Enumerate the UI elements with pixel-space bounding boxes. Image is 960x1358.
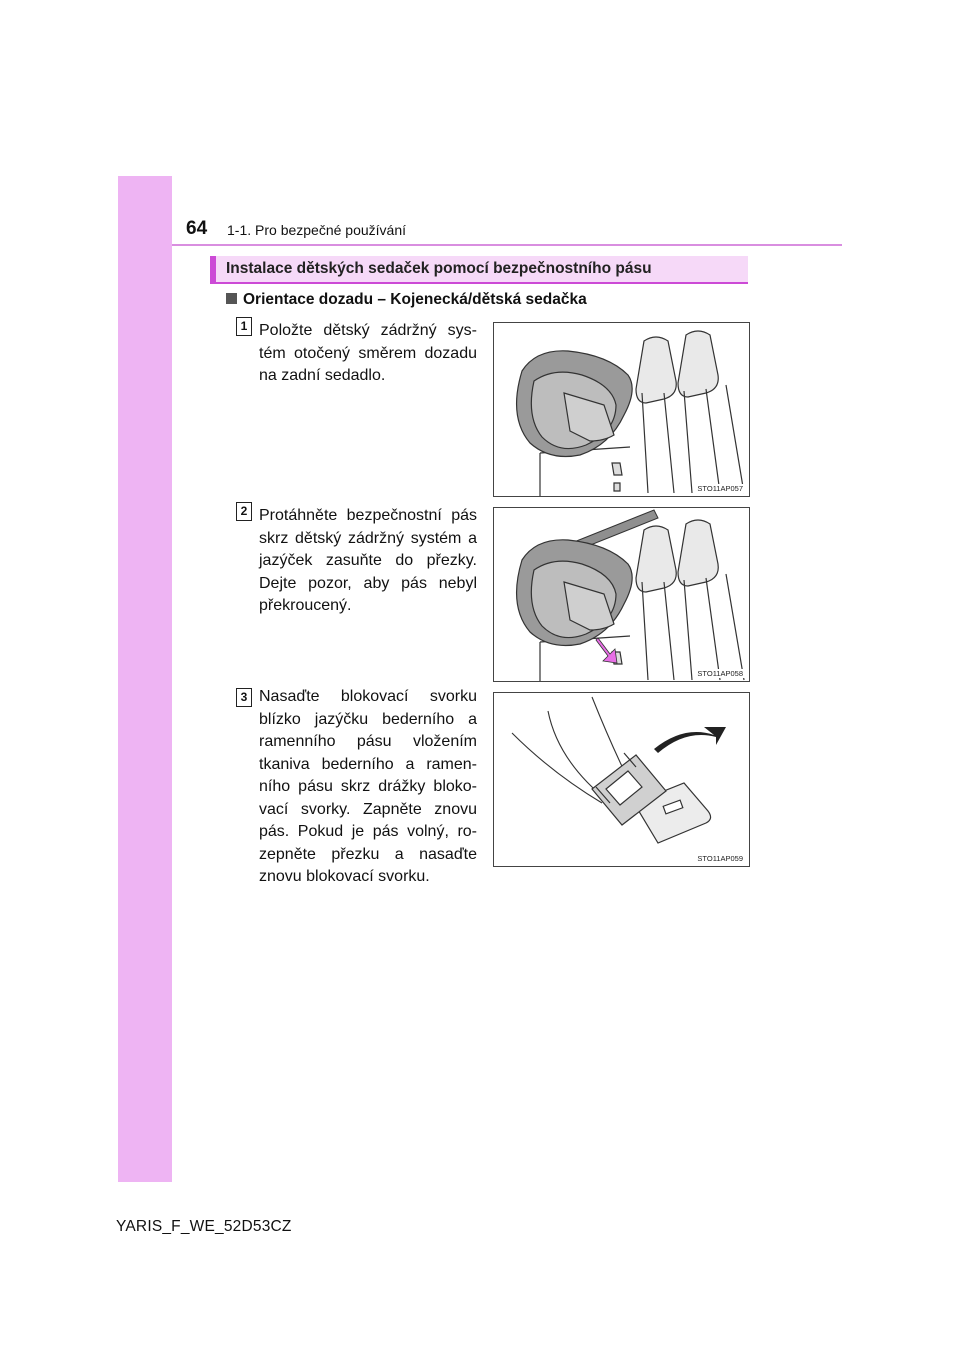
figure-code-1: STO11AP057 [697, 484, 743, 493]
page-number: 64 [186, 218, 208, 239]
figure-code-2: STO11AP058 [697, 669, 743, 678]
step-badge-2: 2 [236, 502, 252, 521]
step-text-2: Protáhněte bezpečnostní pás skrz dětský zádržný systém a jazýček zasuňte do přezky. Dejte pozor, aby pás nebyl překroucený. [259, 507, 477, 614]
figure-code-3: STO11AP059 [697, 854, 743, 863]
chapter-title: 1-1. Pro bezpečné používání [227, 222, 407, 238]
subheading-text: Orientace dozadu – Kojenecká/dětská sedačka [243, 291, 587, 308]
square-bullet-icon [226, 293, 237, 304]
figure-locking-clip [493, 692, 750, 867]
step-badge-3: 3 [236, 688, 252, 707]
header-rule [172, 244, 842, 246]
step-badge-1: 1 [236, 317, 252, 336]
figure-child-seat-rear [493, 322, 750, 497]
locking-clip-illustration [494, 693, 749, 866]
document-code-footer: YARIS_F_WE_52D53CZ [116, 1218, 292, 1235]
step-text-1: Položte dětský zádržný sys-tém otočený směrem dozadu na zadní sedadlo. [259, 322, 477, 384]
section-title: Instalace dětských sedaček pomocí bezpečnostního pásu [210, 256, 748, 284]
side-tab-bar [118, 176, 172, 1182]
child-seat-illustration [494, 323, 749, 496]
subheading [226, 291, 587, 309]
belt-routing-illustration [494, 508, 749, 681]
step-text-3: Nasaďte blokovací svorku blízko jazýčku bederního a ramenního pásu vložením tkaniva bederního a ramen-ního pásu skrz drážky bloko-vací svorky. Zapněte znovu pás. Pokud je pás volný, ro-zepněte přezku a nasaďte znovu blokovací svorku. [259, 688, 477, 885]
figure-belt-routing [493, 507, 750, 682]
